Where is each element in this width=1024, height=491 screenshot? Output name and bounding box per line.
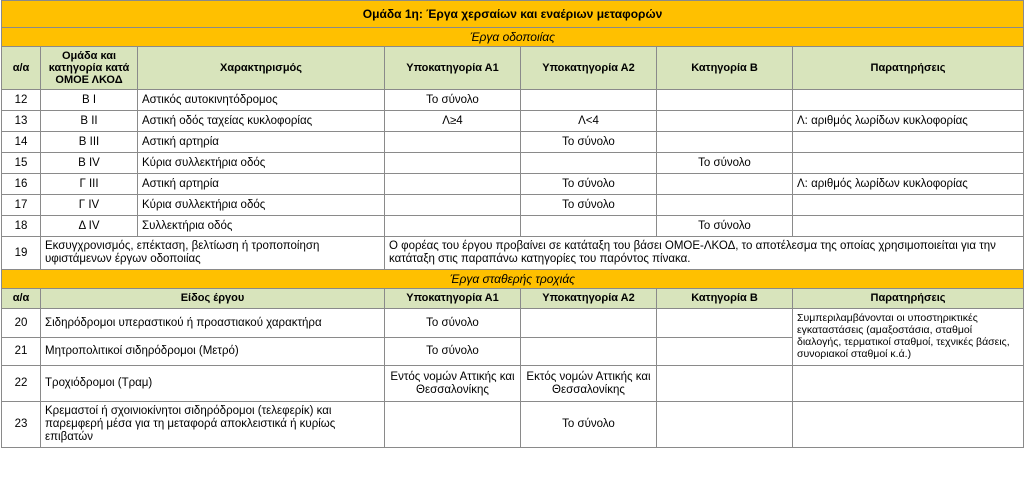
table-row — [2, 402, 1024, 448]
row-a2: Το σύνολο — [521, 174, 657, 195]
row-a2: Εκτός νομών Αττικής και Θεσσαλονίκης — [521, 366, 657, 402]
col-header-group: Ομάδα και κατηγορία κατά ΟΜΟΕ ΛΚΟΔ — [41, 47, 138, 90]
row-notes — [793, 216, 1024, 237]
row-notes: Λ: αριθμός λωρίδων κυκλοφορίας — [793, 174, 1024, 195]
row-num: 15 — [2, 153, 41, 174]
col-header-a2: Υποκατηγορία Α2 — [521, 47, 657, 90]
table-row — [2, 309, 1024, 338]
row-a2: Το σύνολο — [521, 402, 657, 448]
table-row — [2, 195, 1024, 216]
row-num: 21 — [2, 338, 41, 366]
table-row — [2, 366, 1024, 402]
row-a2 — [521, 90, 657, 111]
row-b: Το σύνολο — [657, 216, 793, 237]
row-group: Δ ΙV — [41, 216, 138, 237]
row-desc: Κύρια συλλεκτήρια οδός — [138, 153, 385, 174]
row-a1 — [385, 153, 521, 174]
row-num: 22 — [2, 366, 41, 402]
table-row — [2, 132, 1024, 153]
row-a2 — [521, 338, 657, 366]
row-desc: Αστική αρτηρία — [138, 132, 385, 153]
row-group: Β Ι — [41, 90, 138, 111]
row-num: 13 — [2, 111, 41, 132]
col-header-notes: Παρατηρήσεις — [793, 47, 1024, 90]
row-group: Γ ΙΙΙ — [41, 174, 138, 195]
row-desc: Αστική οδός ταχείας κυκλοφορίας — [138, 111, 385, 132]
row-desc: Αστικός αυτοκινητόδρομος — [138, 90, 385, 111]
row-a1 — [385, 195, 521, 216]
row-desc: Σιδηρόδρομοι υπεραστικού ή προαστιακού χαρακτήρα — [41, 309, 385, 338]
row-num: 23 — [2, 402, 41, 448]
row-a2: Το σύνολο — [521, 132, 657, 153]
row-notes — [793, 402, 1024, 448]
row-a1: Το σύνολο — [385, 338, 521, 366]
row-desc: Εκσυγχρονισμός, επέκταση, βελτίωση ή τροποποίηση υφιστάμενων έργων οδοποιίας — [41, 237, 385, 270]
row-num: 18 — [2, 216, 41, 237]
row-b — [657, 338, 793, 366]
table-title: Ομάδα 1η: Έργα χερσαίων και εναέριων μεταφορών — [2, 1, 1024, 28]
row-b — [657, 111, 793, 132]
col-header-b: Κατηγορία Β — [657, 47, 793, 90]
row-a1: Εντός νομών Αττικής και Θεσσαλονίκης — [385, 366, 521, 402]
table-row — [2, 237, 1024, 270]
table-row — [2, 216, 1024, 237]
section-title-roads: Έργα οδοποιίας — [2, 28, 1024, 47]
col-header-a2: Υποκατηγορία Α2 — [521, 289, 657, 309]
row-num: 16 — [2, 174, 41, 195]
row-b — [657, 402, 793, 448]
row-desc: Κρεμαστοί ή σχοινιοκίνητοι σιδηρόδρομοι (τελεφερίκ) και παρεμφερή μέσα για τη μεταφορά αποκλειστικά ή κυρίως επιβατών — [41, 402, 385, 448]
col-header-desc: Χαρακτηρισμός — [138, 47, 385, 90]
col-header-notes: Παρατηρήσεις — [793, 289, 1024, 309]
row-num: 17 — [2, 195, 41, 216]
row-group: Γ ΙV — [41, 195, 138, 216]
row-notes — [793, 132, 1024, 153]
row-num: 20 — [2, 309, 41, 338]
row-a2 — [521, 216, 657, 237]
row-num: 19 — [2, 237, 41, 270]
row-b — [657, 132, 793, 153]
row-a1 — [385, 132, 521, 153]
row-a1 — [385, 174, 521, 195]
row-notes — [793, 90, 1024, 111]
row-desc: Τροχιόδρομοι (Τραμ) — [41, 366, 385, 402]
row-group: Β ΙΙ — [41, 111, 138, 132]
row-desc: Μητροπολιτικοί σιδηρόδρομοι (Μετρό) — [41, 338, 385, 366]
row-a2 — [521, 153, 657, 174]
row-desc: Συλλεκτήρια οδός — [138, 216, 385, 237]
row-merged-text: Ο φορέας του έργου προβαίνει σε κατάταξη του βάσει ΟΜΟΕ-ΛΚΟΔ, το αποτέλεσμα της οποίας χρησιμοποιείται για την κατάταξη στις παραπάνω κατηγορίες του παρόντος πίνακα. — [385, 237, 1024, 270]
row-notes — [793, 195, 1024, 216]
classification-table — [1, 0, 1024, 448]
row-group: Β ΙΙΙ — [41, 132, 138, 153]
row-num: 12 — [2, 90, 41, 111]
table-row — [2, 90, 1024, 111]
row-b — [657, 174, 793, 195]
row-b: Το σύνολο — [657, 153, 793, 174]
row-a1: Το σύνολο — [385, 309, 521, 338]
row-num: 14 — [2, 132, 41, 153]
col-header-a1: Υποκατηγορία Α1 — [385, 289, 521, 309]
table-row — [2, 153, 1024, 174]
row-group: Β ΙV — [41, 153, 138, 174]
col-header-a1: Υποκατηγορία Α1 — [385, 47, 521, 90]
row-notes — [793, 153, 1024, 174]
row-a2: Το σύνολο — [521, 195, 657, 216]
row-a1: Λ≥4 — [385, 111, 521, 132]
row-a2 — [521, 309, 657, 338]
row-desc: Κύρια συλλεκτήρια οδός — [138, 195, 385, 216]
section-title-rail: Έργα σταθερής τροχιάς — [2, 270, 1024, 289]
row-a1 — [385, 402, 521, 448]
table-row — [2, 111, 1024, 132]
table-row — [2, 174, 1024, 195]
col-header-type: Είδος έργου — [41, 289, 385, 309]
col-header-num: α/α — [2, 289, 41, 309]
row-b — [657, 309, 793, 338]
row-b — [657, 90, 793, 111]
row-notes — [793, 366, 1024, 402]
row-a1 — [385, 216, 521, 237]
row-notes: Λ: αριθμός λωρίδων κυκλοφορίας — [793, 111, 1024, 132]
col-header-num: α/α — [2, 47, 41, 90]
row-desc: Αστική αρτηρία — [138, 174, 385, 195]
row-b — [657, 195, 793, 216]
row-notes-merged: Συμπεριλαμβάνονται οι υποστηρικτικές εγκαταστάσεις (αμαξοστάσια, σταθμοί διαλογής, τερματικοί σταθμοί, τεχνικές βάσεις, συνοριακοί σταθμοί κ.ά.) — [793, 309, 1024, 366]
row-a2: Λ<4 — [521, 111, 657, 132]
row-a1: Το σύνολο — [385, 90, 521, 111]
col-header-b: Κατηγορία Β — [657, 289, 793, 309]
row-b — [657, 366, 793, 402]
